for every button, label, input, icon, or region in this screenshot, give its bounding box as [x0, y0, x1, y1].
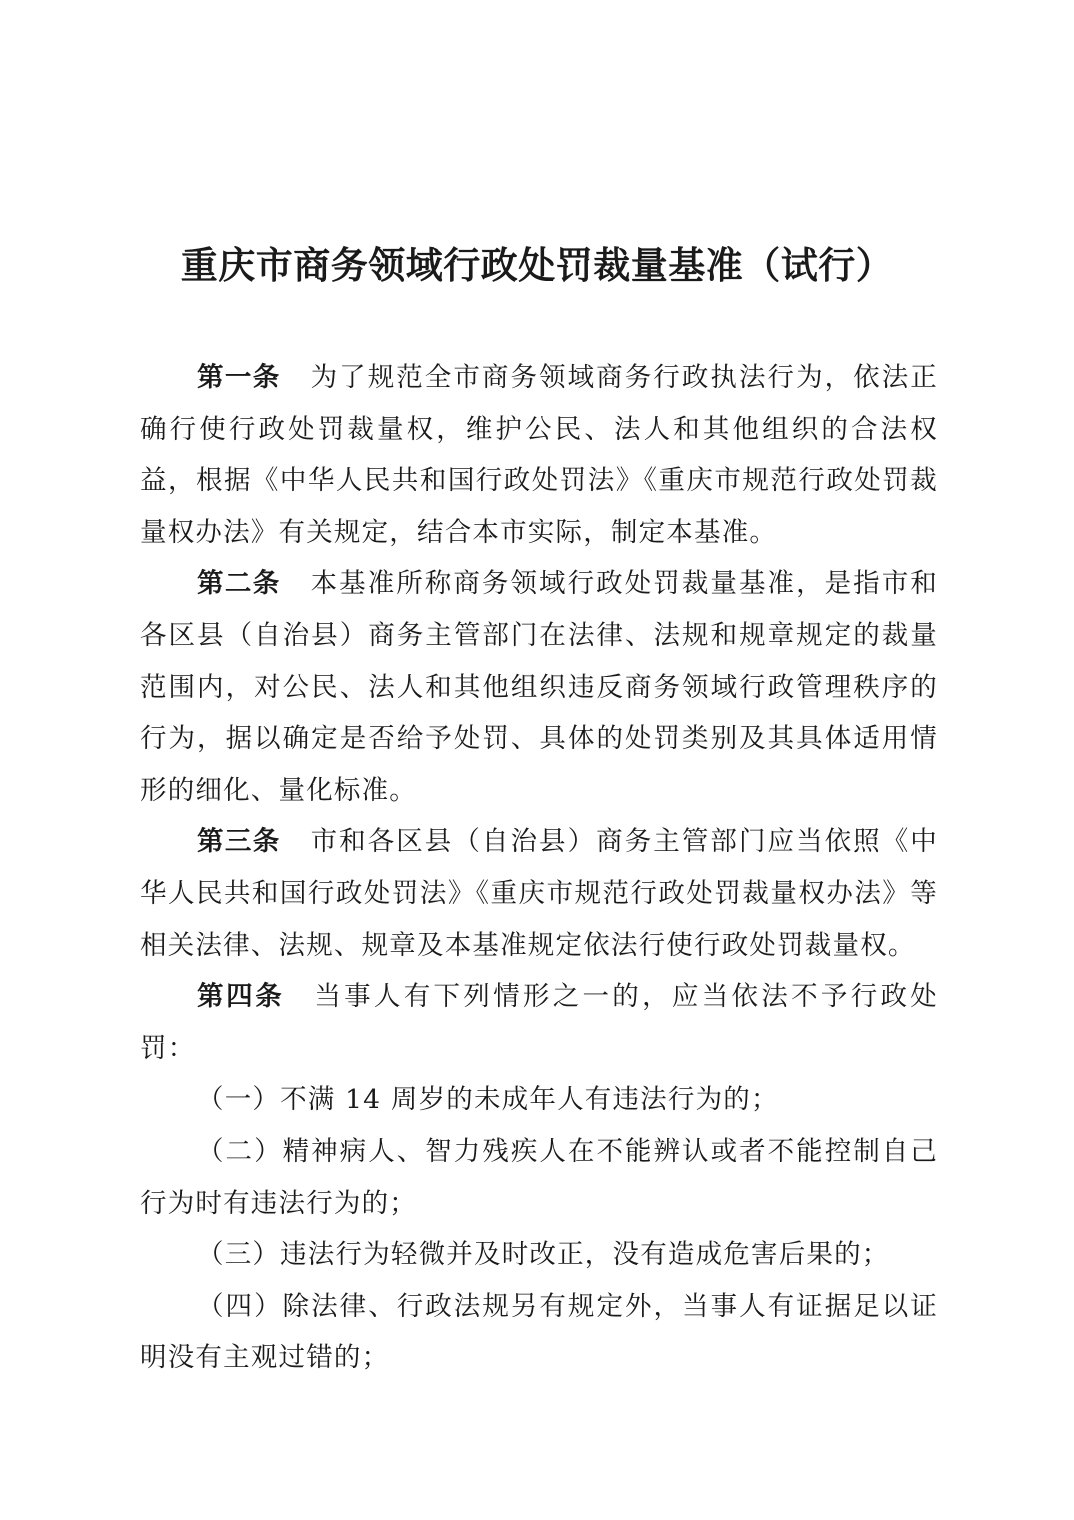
article-2: [140, 558, 938, 816]
list-item: （三）违法行为轻微并及时改正，没有造成危害后果的；: [197, 1239, 890, 1271]
list-item: （四）除法律、行政法规另有规定外，当事人有证据足以证明没有主观过错的；: [140, 1290, 938, 1374]
list-item: （二）精神病人、智力残疾人在不能辨认或者不能控制自己行为时有违法行为的；: [140, 1135, 938, 1219]
article-text: 当事人有下列情形之一的，应当依法不予行政处罚：: [140, 981, 939, 1064]
article-3: [140, 816, 938, 971]
document-title: 重庆市商务领域行政处罚裁量基准（试行）: [180, 244, 894, 287]
article-label: 第三条: [197, 826, 281, 858]
article-label: 第四条: [197, 981, 285, 1013]
document-body: [140, 352, 938, 1384]
article-label: 第二条: [197, 568, 281, 600]
list-item: （一）不满 14 周岁的未成年人有违法行为的；: [197, 1084, 779, 1116]
article-text: 本基准所称商务领域行政处罚裁量基准，是指市和各区县（自治县）商务主管部门在法律、法规和规章规定的裁量范围内，对公民、法人和其他组织违反商务领域行政管理秩序的行为，据以确定是否给予处罚、具体的处罚类别及其具体适用情形的细化、量化标准。: [140, 568, 938, 806]
article-4: [140, 971, 938, 1074]
article-1: [140, 352, 938, 558]
article-text: 市和各区县（自治县）商务主管部门应当依照《中华人民共和国行政处罚法》《重庆市规范行政处罚裁量权办法》等相关法律、法规、规章及本基准规定依法行使行政处罚裁量权。: [140, 826, 938, 961]
article-label: 第一条: [197, 362, 281, 393]
article-text: 为了规范全市商务领域商务行政执法行为，依法正确行使行政处罚裁量权，维护公民、法人和其他组织的合法权益，根据《中华人民共和国行政处罚法》《重庆市规范行政处罚裁量权办法》有关规定，结合本市实际，制定本基准。: [140, 362, 938, 548]
